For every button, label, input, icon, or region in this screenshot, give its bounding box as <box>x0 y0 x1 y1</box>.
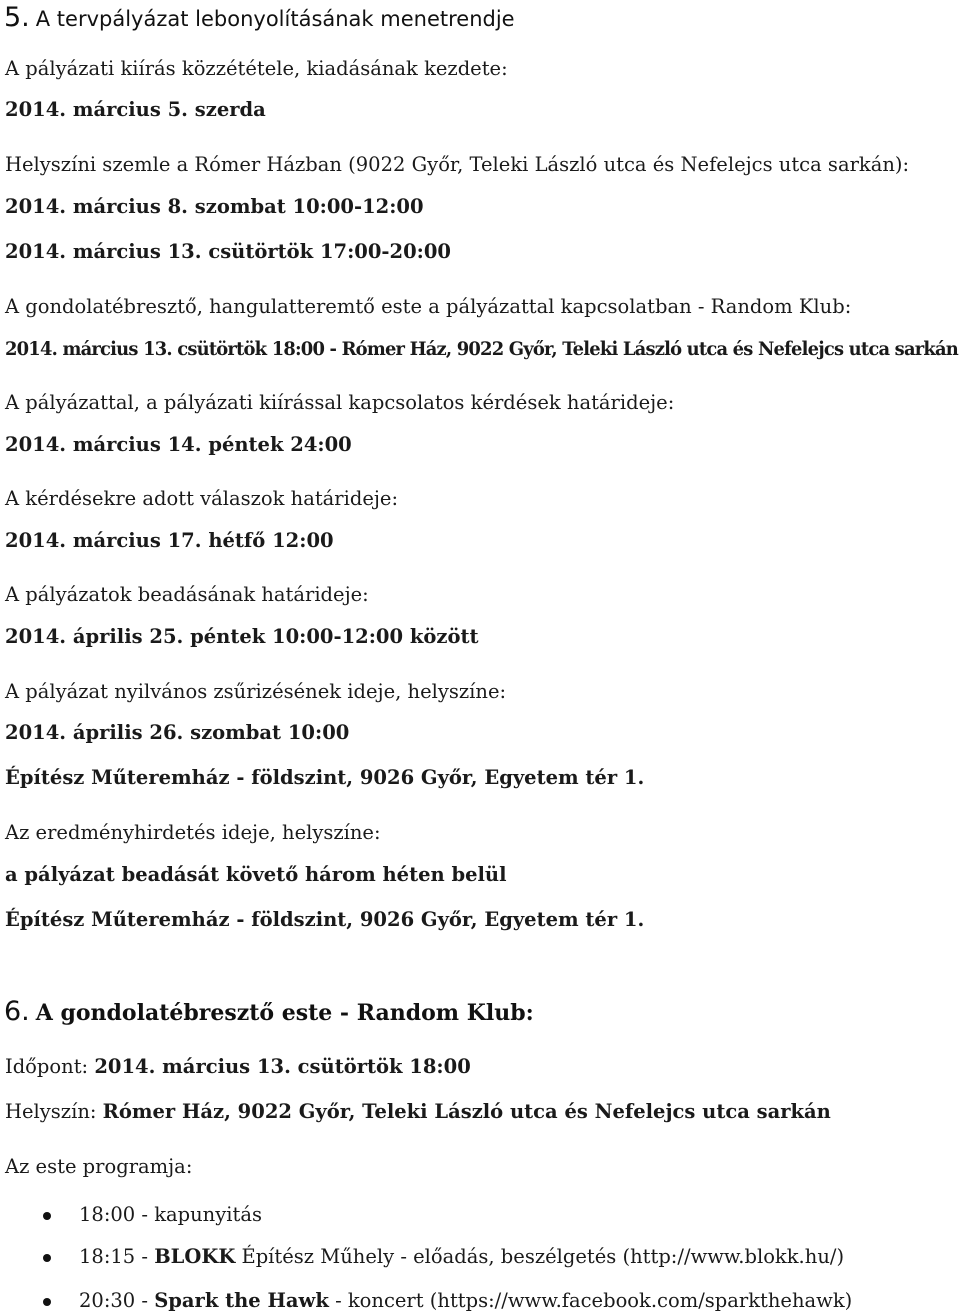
evening-label: A gondolatébresztő, hangulatteremtő este a pályázattal kapcsolatban - Random Klub: <box>5 295 852 318</box>
event-place-row <box>5 1099 831 1125</box>
site-visit-date-2: 2014. március 13. csütörtök 17:00-20:00 <box>5 240 451 263</box>
site-visit-date-1: 2014. március 8. szombat 10:00-12:00 <box>5 195 424 218</box>
bullet-icon <box>43 1212 51 1220</box>
section-5-number: 5. <box>4 2 30 33</box>
site-visit-label: Helyszíni szemle a Rómer Házban (9022 Győr, Teleki László utca és Nefelejcs utca sarkán): <box>5 153 910 176</box>
results-label: Az eredményhirdetés ideje, helyszíne: <box>5 821 381 844</box>
event-place-value: Rómer Ház, 9022 Győr, Teleki László utca és Nefelejcs utca sarkán <box>102 1100 831 1123</box>
program-item-time: 20:30 - <box>79 1289 148 1312</box>
results-time: a pályázat beadását követő három héten belül <box>5 863 507 886</box>
program-item-time: 18:00 - <box>79 1203 148 1226</box>
program-item-text: - koncert (https://www.facebook.com/sparkthehawk) <box>335 1289 853 1312</box>
section-5-heading <box>4 2 515 33</box>
section-6-heading <box>4 996 534 1027</box>
bullet-icon <box>43 1298 51 1306</box>
submission-label: A pályázatok beadásának határideje: <box>5 583 369 606</box>
event-time-label: Időpont: <box>5 1055 89 1078</box>
announcement-date: 2014. március 5. szerda <box>5 98 266 121</box>
jury-label: A pályázat nyilvános zsűrizésének ideje, helyszíne: <box>5 680 507 703</box>
event-time-row <box>5 1054 471 1080</box>
submission-date: 2014. április 25. péntek 10:00-12:00 között <box>5 625 479 648</box>
answers-date: 2014. március 17. hétfő 12:00 <box>5 529 334 552</box>
program-item-text: Építész Műhely - előadás, beszélgetés (http://www.blokk.hu/) <box>241 1245 845 1268</box>
evening-value: 2014. március 13. csütörtök 18:00 - Rómer Ház, 9022 Győr, Teleki László utca és Nefelejcs utca sarkán <box>5 338 959 360</box>
answers-label: A kérdésekre adott válaszok határideje: <box>5 487 399 510</box>
event-time-value: 2014. március 13. csütörtök 18:00 <box>94 1055 471 1078</box>
program-item-bold: Spark the Hawk <box>154 1289 329 1312</box>
event-place-label: Helyszín: <box>5 1100 97 1123</box>
questions-label: A pályázattal, a pályázati kiírással kapcsolatos kérdések határideje: <box>5 391 675 414</box>
jury-place: Építész Műteremház - földszint, 9026 Győr, Egyetem tér 1. <box>5 766 645 789</box>
section-6-title: A gondolatébresztő este - Random Klub: <box>35 1000 534 1026</box>
section-5-title: A tervpályázat lebonyolításának menetrendje <box>35 7 515 31</box>
bullet-icon <box>43 1254 51 1262</box>
program-item-time: 18:15 - <box>79 1245 148 1268</box>
results-place: Építész Műteremház - földszint, 9026 Győr, Egyetem tér 1. <box>5 908 645 931</box>
program-item-text: kapunyitás <box>154 1203 262 1226</box>
program-label: Az este programja: <box>5 1155 193 1178</box>
jury-date: 2014. április 26. szombat 10:00 <box>5 721 350 744</box>
questions-date: 2014. március 14. péntek 24:00 <box>5 433 352 456</box>
section-6-number: 6. <box>4 996 30 1027</box>
program-item-bold: BLOKK <box>154 1245 236 1268</box>
announcement-label: A pályázati kiírás közzététele, kiadásának kezdete: <box>5 57 508 80</box>
